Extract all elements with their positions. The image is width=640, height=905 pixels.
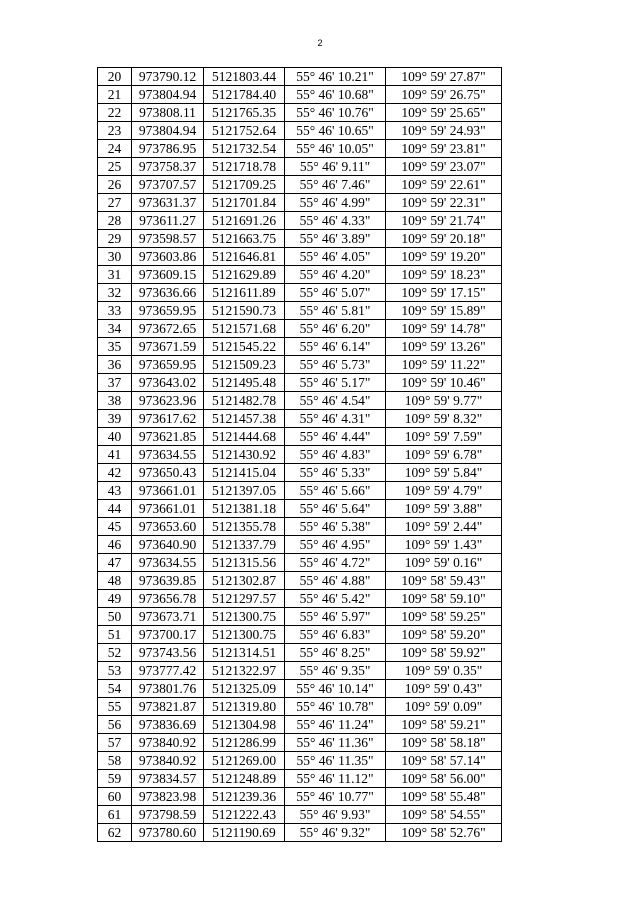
x-coordinate-cell: 973780.60 <box>132 824 204 842</box>
point-number-cell: 60 <box>98 788 132 806</box>
latitude-cell: 55° 46' 4.05" <box>285 248 386 266</box>
y-coordinate-cell: 5121297.57 <box>204 590 285 608</box>
x-coordinate-cell: 973777.42 <box>132 662 204 680</box>
y-coordinate-cell: 5121646.81 <box>204 248 285 266</box>
latitude-cell: 55° 46' 10.14" <box>285 680 386 698</box>
y-coordinate-cell: 5121319.80 <box>204 698 285 716</box>
latitude-cell: 55° 46' 5.07" <box>285 284 386 302</box>
latitude-cell: 55° 46' 4.95" <box>285 536 386 554</box>
table-row <box>98 356 502 374</box>
latitude-cell: 55° 46' 4.33" <box>285 212 386 230</box>
x-coordinate-cell: 973672.65 <box>132 320 204 338</box>
y-coordinate-cell: 5121457.38 <box>204 410 285 428</box>
y-coordinate-cell: 5121300.75 <box>204 626 285 644</box>
longitude-cell: 109° 59' 4.79" <box>386 482 502 500</box>
longitude-cell: 109° 59' 18.23" <box>386 266 502 284</box>
longitude-cell: 109° 59' 0.09" <box>386 698 502 716</box>
table-row <box>98 428 502 446</box>
x-coordinate-cell: 973611.27 <box>132 212 204 230</box>
y-coordinate-cell: 5121495.48 <box>204 374 285 392</box>
longitude-cell: 109° 59' 22.61" <box>386 176 502 194</box>
point-number-cell: 31 <box>98 266 132 284</box>
table-row <box>98 266 502 284</box>
table-row <box>98 734 502 752</box>
x-coordinate-cell: 973804.94 <box>132 86 204 104</box>
latitude-cell: 55° 46' 5.64" <box>285 500 386 518</box>
latitude-cell: 55° 46' 4.72" <box>285 554 386 572</box>
table-row <box>98 824 502 842</box>
table-row <box>98 104 502 122</box>
longitude-cell: 109° 58' 59.10" <box>386 590 502 608</box>
point-number-cell: 38 <box>98 392 132 410</box>
longitude-cell: 109° 58' 52.76" <box>386 824 502 842</box>
x-coordinate-cell: 973834.57 <box>132 770 204 788</box>
table-row <box>98 554 502 572</box>
latitude-cell: 55° 46' 11.24" <box>285 716 386 734</box>
longitude-cell: 109° 59' 25.65" <box>386 104 502 122</box>
longitude-cell: 109° 59' 22.31" <box>386 194 502 212</box>
x-coordinate-cell: 973743.56 <box>132 644 204 662</box>
table-row <box>98 518 502 536</box>
y-coordinate-cell: 5121314.51 <box>204 644 285 662</box>
longitude-cell: 109° 59' 8.32" <box>386 410 502 428</box>
point-number-cell: 51 <box>98 626 132 644</box>
y-coordinate-cell: 5121545.22 <box>204 338 285 356</box>
point-number-cell: 54 <box>98 680 132 698</box>
latitude-cell: 55° 46' 10.05" <box>285 140 386 158</box>
point-number-cell: 26 <box>98 176 132 194</box>
x-coordinate-cell: 973643.02 <box>132 374 204 392</box>
longitude-cell: 109° 59' 3.88" <box>386 500 502 518</box>
longitude-cell: 109° 59' 23.07" <box>386 158 502 176</box>
y-coordinate-cell: 5121322.97 <box>204 662 285 680</box>
y-coordinate-cell: 5121286.99 <box>204 734 285 752</box>
latitude-cell: 55° 46' 5.17" <box>285 374 386 392</box>
x-coordinate-cell: 973653.60 <box>132 518 204 536</box>
point-number-cell: 29 <box>98 230 132 248</box>
table-row <box>98 230 502 248</box>
longitude-cell: 109° 59' 5.84" <box>386 464 502 482</box>
table-row <box>98 86 502 104</box>
longitude-cell: 109° 59' 2.44" <box>386 518 502 536</box>
point-number-cell: 45 <box>98 518 132 536</box>
y-coordinate-cell: 5121315.56 <box>204 554 285 572</box>
y-coordinate-cell: 5121732.54 <box>204 140 285 158</box>
point-number-cell: 42 <box>98 464 132 482</box>
longitude-cell: 109° 58' 59.92" <box>386 644 502 662</box>
y-coordinate-cell: 5121482.78 <box>204 392 285 410</box>
y-coordinate-cell: 5121397.05 <box>204 482 285 500</box>
latitude-cell: 55° 46' 9.35" <box>285 662 386 680</box>
x-coordinate-cell: 973621.85 <box>132 428 204 446</box>
coordinates-table-body <box>98 68 502 842</box>
longitude-cell: 109° 59' 14.78" <box>386 320 502 338</box>
latitude-cell: 55° 46' 4.83" <box>285 446 386 464</box>
table-row <box>98 806 502 824</box>
y-coordinate-cell: 5121784.40 <box>204 86 285 104</box>
y-coordinate-cell: 5121300.75 <box>204 608 285 626</box>
x-coordinate-cell: 973673.71 <box>132 608 204 626</box>
longitude-cell: 109° 58' 59.25" <box>386 608 502 626</box>
latitude-cell: 55° 46' 5.42" <box>285 590 386 608</box>
latitude-cell: 55° 46' 6.83" <box>285 626 386 644</box>
table-row <box>98 194 502 212</box>
table-row <box>98 590 502 608</box>
y-coordinate-cell: 5121571.68 <box>204 320 285 338</box>
x-coordinate-cell: 973631.37 <box>132 194 204 212</box>
longitude-cell: 109° 58' 54.55" <box>386 806 502 824</box>
point-number-cell: 24 <box>98 140 132 158</box>
point-number-cell: 41 <box>98 446 132 464</box>
latitude-cell: 55° 46' 10.78" <box>285 698 386 716</box>
y-coordinate-cell: 5121304.98 <box>204 716 285 734</box>
latitude-cell: 55° 46' 3.89" <box>285 230 386 248</box>
latitude-cell: 55° 46' 8.25" <box>285 644 386 662</box>
x-coordinate-cell: 973636.66 <box>132 284 204 302</box>
table-row <box>98 698 502 716</box>
x-coordinate-cell: 973823.98 <box>132 788 204 806</box>
point-number-cell: 55 <box>98 698 132 716</box>
point-number-cell: 48 <box>98 572 132 590</box>
longitude-cell: 109° 58' 59.21" <box>386 716 502 734</box>
table-row <box>98 338 502 356</box>
longitude-cell: 109° 59' 20.18" <box>386 230 502 248</box>
latitude-cell: 55° 46' 4.88" <box>285 572 386 590</box>
y-coordinate-cell: 5121415.04 <box>204 464 285 482</box>
y-coordinate-cell: 5121629.89 <box>204 266 285 284</box>
table-row <box>98 122 502 140</box>
y-coordinate-cell: 5121709.25 <box>204 176 285 194</box>
page-number: 2 <box>317 38 323 48</box>
point-number-cell: 21 <box>98 86 132 104</box>
point-number-cell: 59 <box>98 770 132 788</box>
x-coordinate-cell: 973661.01 <box>132 482 204 500</box>
latitude-cell: 55° 46' 10.65" <box>285 122 386 140</box>
table-row <box>98 680 502 698</box>
longitude-cell: 109° 59' 24.93" <box>386 122 502 140</box>
y-coordinate-cell: 5121248.89 <box>204 770 285 788</box>
point-number-cell: 32 <box>98 284 132 302</box>
longitude-cell: 109° 58' 56.00" <box>386 770 502 788</box>
point-number-cell: 30 <box>98 248 132 266</box>
point-number-cell: 61 <box>98 806 132 824</box>
point-number-cell: 34 <box>98 320 132 338</box>
table-row <box>98 140 502 158</box>
latitude-cell: 55° 46' 5.38" <box>285 518 386 536</box>
point-number-cell: 46 <box>98 536 132 554</box>
table-row <box>98 536 502 554</box>
longitude-cell: 109° 58' 55.48" <box>386 788 502 806</box>
table-row <box>98 626 502 644</box>
table-row <box>98 572 502 590</box>
x-coordinate-cell: 973707.57 <box>132 176 204 194</box>
point-number-cell: 37 <box>98 374 132 392</box>
x-coordinate-cell: 973801.76 <box>132 680 204 698</box>
y-coordinate-cell: 5121269.00 <box>204 752 285 770</box>
y-coordinate-cell: 5121222.43 <box>204 806 285 824</box>
point-number-cell: 44 <box>98 500 132 518</box>
point-number-cell: 58 <box>98 752 132 770</box>
longitude-cell: 109° 59' 19.20" <box>386 248 502 266</box>
latitude-cell: 55° 46' 11.35" <box>285 752 386 770</box>
point-number-cell: 40 <box>98 428 132 446</box>
table-row <box>98 374 502 392</box>
latitude-cell: 55° 46' 5.97" <box>285 608 386 626</box>
x-coordinate-cell: 973659.95 <box>132 302 204 320</box>
y-coordinate-cell: 5121691.26 <box>204 212 285 230</box>
table-row <box>98 608 502 626</box>
point-number-cell: 47 <box>98 554 132 572</box>
longitude-cell: 109° 59' 23.81" <box>386 140 502 158</box>
point-number-cell: 22 <box>98 104 132 122</box>
table-row <box>98 770 502 788</box>
y-coordinate-cell: 5121355.78 <box>204 518 285 536</box>
longitude-cell: 109° 59' 17.15" <box>386 284 502 302</box>
x-coordinate-cell: 973650.43 <box>132 464 204 482</box>
table-row <box>98 788 502 806</box>
x-coordinate-cell: 973798.59 <box>132 806 204 824</box>
point-number-cell: 50 <box>98 608 132 626</box>
latitude-cell: 55° 46' 10.76" <box>285 104 386 122</box>
table-row <box>98 68 502 86</box>
table-row <box>98 410 502 428</box>
point-number-cell: 23 <box>98 122 132 140</box>
x-coordinate-cell: 973656.78 <box>132 590 204 608</box>
longitude-cell: 109° 59' 11.22" <box>386 356 502 374</box>
x-coordinate-cell: 973639.85 <box>132 572 204 590</box>
x-coordinate-cell: 973609.15 <box>132 266 204 284</box>
longitude-cell: 109° 59' 6.78" <box>386 446 502 464</box>
point-number-cell: 33 <box>98 302 132 320</box>
latitude-cell: 55° 46' 5.33" <box>285 464 386 482</box>
y-coordinate-cell: 5121430.92 <box>204 446 285 464</box>
table-row <box>98 662 502 680</box>
longitude-cell: 109° 59' 7.59" <box>386 428 502 446</box>
table-row <box>98 644 502 662</box>
longitude-cell: 109° 58' 58.18" <box>386 734 502 752</box>
point-number-cell: 62 <box>98 824 132 842</box>
latitude-cell: 55° 46' 5.81" <box>285 302 386 320</box>
x-coordinate-cell: 973840.92 <box>132 752 204 770</box>
point-number-cell: 35 <box>98 338 132 356</box>
y-coordinate-cell: 5121190.69 <box>204 824 285 842</box>
latitude-cell: 55° 46' 5.66" <box>285 482 386 500</box>
x-coordinate-cell: 973671.59 <box>132 338 204 356</box>
longitude-cell: 109° 59' 0.43" <box>386 680 502 698</box>
longitude-cell: 109° 59' 15.89" <box>386 302 502 320</box>
x-coordinate-cell: 973617.62 <box>132 410 204 428</box>
latitude-cell: 55° 46' 5.73" <box>285 356 386 374</box>
longitude-cell: 109° 59' 13.26" <box>386 338 502 356</box>
longitude-cell: 109° 59' 9.77" <box>386 392 502 410</box>
latitude-cell: 55° 46' 11.36" <box>285 734 386 752</box>
latitude-cell: 55° 46' 10.68" <box>285 86 386 104</box>
longitude-cell: 109° 59' 21.74" <box>386 212 502 230</box>
latitude-cell: 55° 46' 4.44" <box>285 428 386 446</box>
y-coordinate-cell: 5121765.35 <box>204 104 285 122</box>
point-number-cell: 20 <box>98 68 132 86</box>
latitude-cell: 55° 46' 9.11" <box>285 158 386 176</box>
y-coordinate-cell: 5121663.75 <box>204 230 285 248</box>
table-row <box>98 500 502 518</box>
y-coordinate-cell: 5121325.09 <box>204 680 285 698</box>
point-number-cell: 27 <box>98 194 132 212</box>
coordinates-table <box>97 67 502 842</box>
latitude-cell: 55° 46' 9.93" <box>285 806 386 824</box>
longitude-cell: 109° 59' 26.75" <box>386 86 502 104</box>
table-row <box>98 158 502 176</box>
x-coordinate-cell: 973640.90 <box>132 536 204 554</box>
y-coordinate-cell: 5121611.89 <box>204 284 285 302</box>
point-number-cell: 25 <box>98 158 132 176</box>
point-number-cell: 28 <box>98 212 132 230</box>
table-row <box>98 716 502 734</box>
y-coordinate-cell: 5121803.44 <box>204 68 285 86</box>
y-coordinate-cell: 5121509.23 <box>204 356 285 374</box>
point-number-cell: 49 <box>98 590 132 608</box>
x-coordinate-cell: 973840.92 <box>132 734 204 752</box>
point-number-cell: 52 <box>98 644 132 662</box>
latitude-cell: 55° 46' 10.21" <box>285 68 386 86</box>
latitude-cell: 55° 46' 6.14" <box>285 338 386 356</box>
y-coordinate-cell: 5121381.18 <box>204 500 285 518</box>
point-number-cell: 36 <box>98 356 132 374</box>
y-coordinate-cell: 5121718.78 <box>204 158 285 176</box>
table-row <box>98 752 502 770</box>
table-row <box>98 320 502 338</box>
x-coordinate-cell: 973634.55 <box>132 446 204 464</box>
latitude-cell: 55° 46' 4.99" <box>285 194 386 212</box>
y-coordinate-cell: 5121337.79 <box>204 536 285 554</box>
x-coordinate-cell: 973598.57 <box>132 230 204 248</box>
x-coordinate-cell: 973700.17 <box>132 626 204 644</box>
table-row <box>98 302 502 320</box>
longitude-cell: 109° 59' 0.16" <box>386 554 502 572</box>
x-coordinate-cell: 973659.95 <box>132 356 204 374</box>
latitude-cell: 55° 46' 6.20" <box>285 320 386 338</box>
latitude-cell: 55° 46' 11.12" <box>285 770 386 788</box>
point-number-cell: 57 <box>98 734 132 752</box>
x-coordinate-cell: 973808.11 <box>132 104 204 122</box>
table-row <box>98 176 502 194</box>
x-coordinate-cell: 973603.86 <box>132 248 204 266</box>
longitude-cell: 109° 59' 27.87" <box>386 68 502 86</box>
table-row <box>98 464 502 482</box>
longitude-cell: 109° 59' 1.43" <box>386 536 502 554</box>
point-number-cell: 53 <box>98 662 132 680</box>
latitude-cell: 55° 46' 7.46" <box>285 176 386 194</box>
y-coordinate-cell: 5121590.73 <box>204 302 285 320</box>
x-coordinate-cell: 973836.69 <box>132 716 204 734</box>
x-coordinate-cell: 973623.96 <box>132 392 204 410</box>
x-coordinate-cell: 973786.95 <box>132 140 204 158</box>
x-coordinate-cell: 973821.87 <box>132 698 204 716</box>
y-coordinate-cell: 5121302.87 <box>204 572 285 590</box>
latitude-cell: 55° 46' 10.77" <box>285 788 386 806</box>
point-number-cell: 56 <box>98 716 132 734</box>
x-coordinate-cell: 973661.01 <box>132 500 204 518</box>
y-coordinate-cell: 5121701.84 <box>204 194 285 212</box>
table-row <box>98 446 502 464</box>
longitude-cell: 109° 58' 59.43" <box>386 572 502 590</box>
table-row <box>98 212 502 230</box>
latitude-cell: 55° 46' 4.20" <box>285 266 386 284</box>
longitude-cell: 109° 59' 0.35" <box>386 662 502 680</box>
latitude-cell: 55° 46' 4.54" <box>285 392 386 410</box>
point-number-cell: 39 <box>98 410 132 428</box>
table-row <box>98 392 502 410</box>
x-coordinate-cell: 973634.55 <box>132 554 204 572</box>
x-coordinate-cell: 973758.37 <box>132 158 204 176</box>
table-row <box>98 284 502 302</box>
point-number-cell: 43 <box>98 482 132 500</box>
longitude-cell: 109° 59' 10.46" <box>386 374 502 392</box>
latitude-cell: 55° 46' 4.31" <box>285 410 386 428</box>
latitude-cell: 55° 46' 9.32" <box>285 824 386 842</box>
table-row <box>98 248 502 266</box>
y-coordinate-cell: 5121239.36 <box>204 788 285 806</box>
x-coordinate-cell: 973790.12 <box>132 68 204 86</box>
y-coordinate-cell: 5121752.64 <box>204 122 285 140</box>
y-coordinate-cell: 5121444.68 <box>204 428 285 446</box>
longitude-cell: 109° 58' 59.20" <box>386 626 502 644</box>
longitude-cell: 109° 58' 57.14" <box>386 752 502 770</box>
table-row <box>98 482 502 500</box>
x-coordinate-cell: 973804.94 <box>132 122 204 140</box>
